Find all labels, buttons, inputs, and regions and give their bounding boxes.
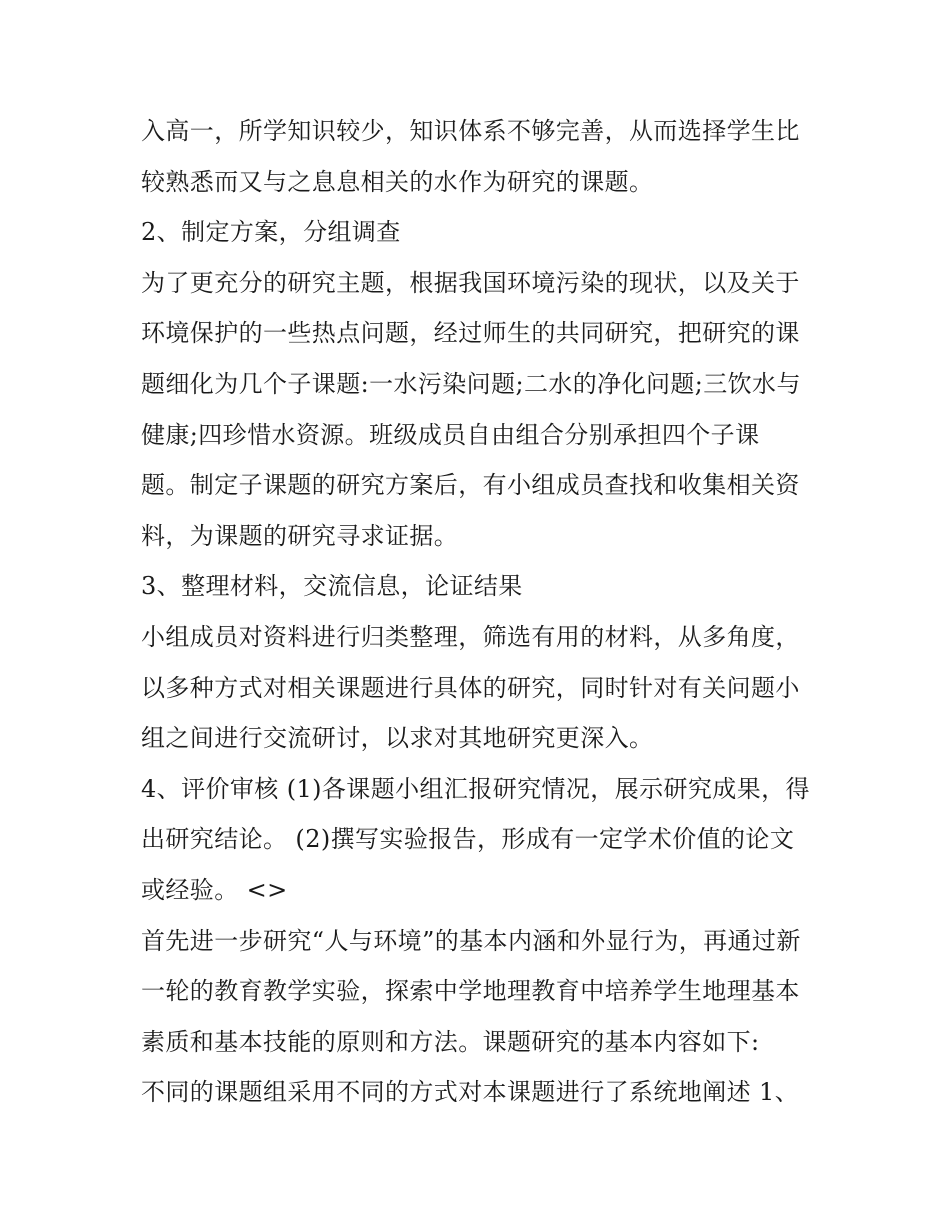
text-line: 或经验。 <> (141, 875, 288, 904)
text-line: 首先进一步研究“人与环境”的基本内涵和外显行为，再通过新 (141, 926, 801, 955)
text-line: 环境保护的一些热点问题，经过师生的共同研究，把研究的课 (141, 319, 800, 348)
text-line: 以多种方式对相关课题进行具体的研究，同时针对有关问题小 (141, 673, 800, 702)
section-heading: 3、整理材料，交流信息，论证结果 (141, 572, 523, 601)
document-body (141, 106, 821, 1118)
text-line: 不同的课题组采用不同的方式对本课题进行了系统地阐述 1、 (141, 1078, 800, 1107)
text-line: 一轮的教育教学实验，探索中学地理教育中培养学生地理基本 (141, 977, 800, 1006)
text-line: 小组成员对资料进行归类整理，筛选有用的材料，从多角度， (141, 622, 800, 651)
text-line: 为了更充分的研究主题，根据我国环境污染的现状，以及关于 (141, 268, 800, 297)
text-line: 料，为课题的研究寻求证据。 (141, 521, 459, 550)
text-line: 较熟悉而又与之息息相关的水作为研究的课题。 (141, 167, 654, 196)
text-line: 题细化为几个子课题:一水污染问题;二水的净化问题;三饮水与 (141, 369, 801, 398)
text-line: 素质和基本技能的原则和方法。课题研究的基本内容如下: (141, 1027, 760, 1056)
section-heading: 4、评价审核 (1)各课题小组汇报研究情况，展示研究成果，得 (141, 774, 810, 803)
text-line: 组之间进行交流研讨，以求对其地研究更深入。 (141, 724, 654, 753)
section-heading: 2、制定方案，分组调查 (141, 218, 401, 247)
text-line: 健康;四珍惜水资源。班级成员自由组合分别承担四个子课 (141, 420, 760, 449)
text-line: 出研究结论。 (2)撰写实验报告，形成有一定学术价值的论文 (141, 825, 795, 854)
text-line: 入高一，所学知识较少，知识体系不够完善，从而选择学生比 (141, 117, 800, 145)
text-line: 题。制定子课题的研究方案后，有小组成员查找和收集相关资 (141, 471, 800, 500)
